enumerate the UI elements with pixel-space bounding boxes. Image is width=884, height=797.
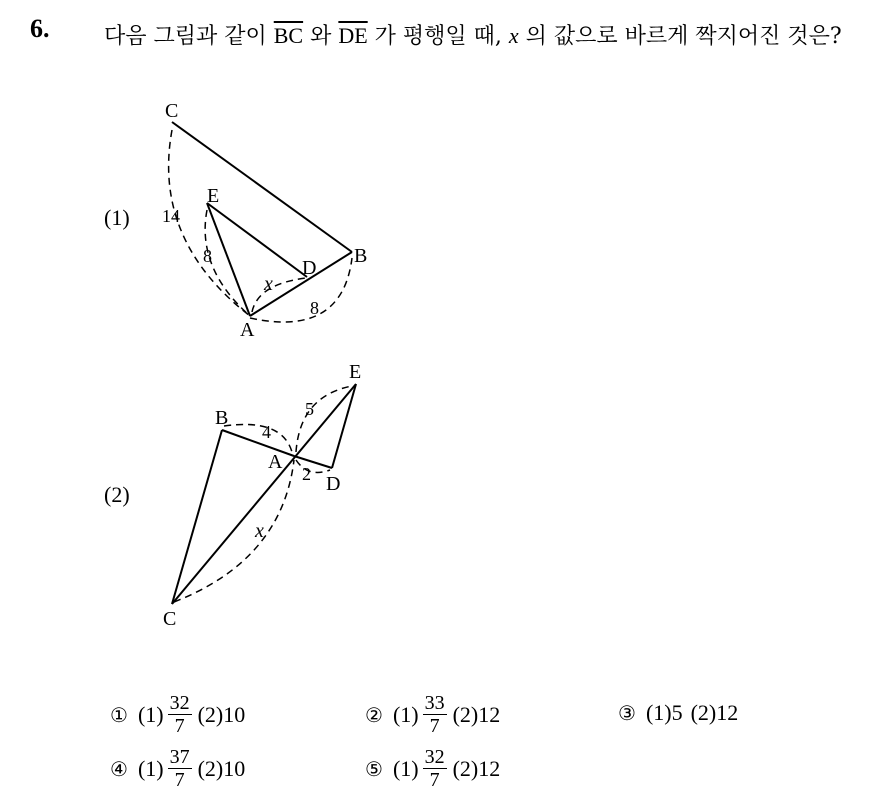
choice-4-fraction [168, 746, 192, 791]
choice-2-fraction [423, 692, 447, 737]
measure-ac-2: x [255, 520, 264, 542]
choice-2-denominator: 7 [429, 715, 440, 737]
segment-cb [172, 122, 352, 252]
choice-4[interactable] [110, 746, 245, 791]
choice-1-part-2: (2)10 [197, 701, 246, 727]
choice-1-fraction [168, 692, 192, 737]
point-b-2: B [215, 407, 229, 429]
measure-ab-2: 4 [262, 422, 271, 442]
question-text-part-2: 와 [303, 24, 339, 49]
measure-ad-1: x [264, 273, 273, 295]
choice-1-denominator: 7 [174, 715, 185, 737]
point-a-2: A [268, 451, 283, 473]
point-a-1: A [240, 319, 255, 341]
segment-ed-2 [332, 384, 356, 468]
segment-ba-2 [222, 430, 294, 456]
choice-5-fraction [423, 746, 447, 791]
choice-4-mark: ④ [110, 756, 128, 781]
choice-3-part-1: (1)5 [645, 700, 683, 725]
measure-ae-2: 5 [305, 399, 314, 419]
choice-5[interactable] [365, 746, 500, 791]
measure-ad-2: 2 [302, 464, 311, 484]
point-d-2: D [326, 473, 341, 495]
choice-1-numerator: 32 [169, 692, 190, 714]
choice-2-numerator: 33 [424, 692, 445, 714]
question-text-part-4: 의 값으로 바르게 짝지어진 것은? [518, 24, 842, 49]
dashed-arc-ba [224, 424, 292, 452]
segment-ad-2 [294, 456, 332, 468]
choice-4-denominator: 7 [174, 769, 185, 791]
choice-1[interactable] [110, 692, 245, 737]
choice-2-part-2: (2)12 [452, 701, 501, 727]
choice-3[interactable] [618, 700, 738, 726]
variable-x: x [508, 23, 519, 48]
point-c-1: C [165, 100, 179, 122]
measure-ab-1: 8 [310, 298, 319, 318]
choice-1-mark: ① [110, 702, 128, 727]
choice-5-mark: ⑤ [365, 756, 383, 781]
choice-3-part-2: (2)12 [690, 700, 739, 725]
figure-2-label: (2) [104, 482, 130, 507]
choice-1-part-1: (1) [137, 701, 164, 727]
point-c-2: C [163, 608, 177, 630]
dashed-arc-ac [169, 130, 250, 316]
choice-2[interactable] [365, 692, 500, 737]
choice-4-part-1: (1) [137, 755, 164, 781]
dashed-arc-ad [252, 278, 306, 312]
choice-2-part-1: (1) [392, 701, 419, 727]
choice-3-mark: ③ [618, 701, 636, 725]
segment-bc: $\overline{BC}$ [273, 23, 304, 48]
question-text-part-3: 가 평행일 때, [367, 24, 509, 49]
measure-ae-1: 8 [203, 246, 212, 266]
choice-4-part-2: (2)10 [197, 755, 246, 781]
choice-5-part-1: (1) [392, 755, 419, 781]
point-d-1: D [302, 257, 317, 279]
choice-5-numerator: 32 [424, 746, 445, 768]
choice-2-mark: ② [365, 702, 383, 727]
question-text-part-1: 다음 그림과 같이 [104, 24, 274, 49]
segment-de: $\overline{DE}$ [338, 23, 368, 48]
measure-ac-1: 14 [162, 206, 180, 226]
choice-5-part-2: (2)12 [452, 755, 501, 781]
point-b-1: B [354, 245, 368, 267]
point-e-2: E [349, 361, 362, 383]
figure-1-label: (1) [104, 205, 130, 230]
segment-bc-2 [172, 430, 222, 604]
question-number: 6. [30, 14, 50, 43]
point-e-1: E [207, 185, 220, 207]
choice-4-numerator: 37 [169, 746, 190, 768]
figure-1 [169, 122, 352, 322]
dashed-arc-ae [296, 386, 352, 452]
choice-5-denominator: 7 [429, 769, 440, 791]
